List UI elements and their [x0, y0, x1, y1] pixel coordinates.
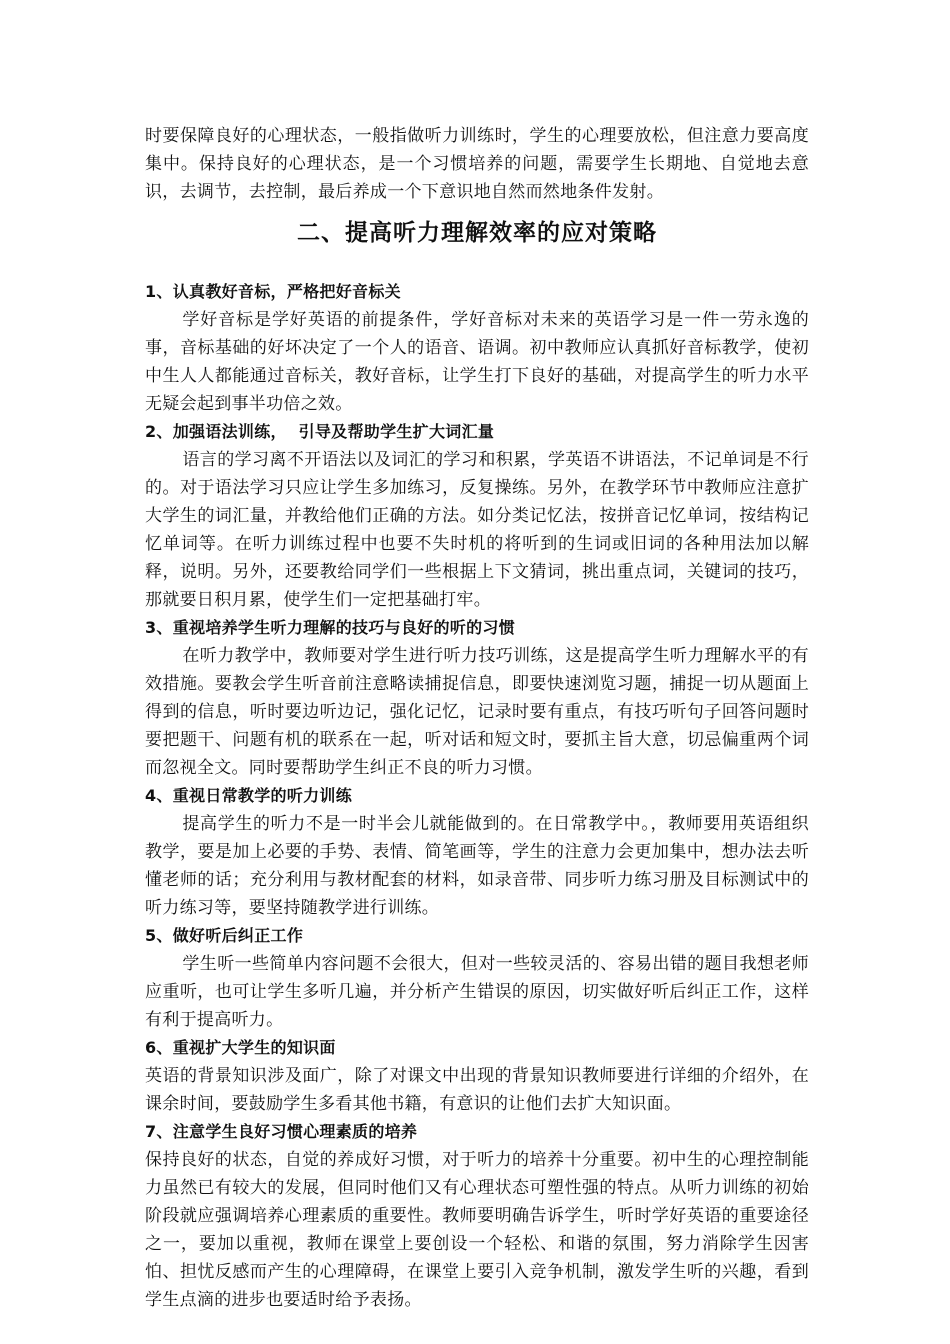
- section-heading: 3、重视培养学生听力理解的技巧与良好的听的习惯: [145, 618, 516, 637]
- section-body: 在听力教学中，教师要对学生进行听力技巧训练，这是提高学生听力理解水平的有效措施。要教会学生听音前注意略读捕捉信息，即要快速浏览习题，捕捉一切从题面上得到的信息，听时要边听边记，强化记忆，记录时要有重点，有技巧听句子回答问题时要把题干、问题有机的联系在一起，听对话和短文时，要抓主旨大意，切忌偏重两个词而忽视全文。同时要帮助学生纠正不良的听力习惯。: [145, 646, 809, 778]
- strategy-section-3: [145, 614, 809, 782]
- section-heading: 1、认真教好音标，严格把好音标关: [145, 282, 401, 301]
- strategy-section-7: [145, 1118, 809, 1314]
- section-heading: 4、重视日常教学的听力训练: [145, 786, 353, 805]
- section-title: 二、提高听力理解效率的应对策略: [297, 220, 657, 246]
- section-body: 保持良好的状态，自觉的养成好习惯，对于听力的培养十分重要。初中生的心理控制能力虽然已有较大的发展，但同时他们又有心理状态可塑性强的特点。从听力训练的初始阶段就应强调培养心理素质的重要性。教师要明确告诉学生，听时学好英语的重要途径之一，要加以重视，教师在课堂上要创设一个轻松、和谐的氛围，努力消除学生因害怕、担忧反感而产生的心理障碍，在课堂上要引入竞争机制，激发学生听的兴趣，看到学生点滴的进步也要适时给予表扬。: [145, 1150, 809, 1310]
- section-body: 提高学生的听力不是一时半会儿就能做到的。在日常教学中。，教师要用英语组织教学，要是加上必要的手势、表情、简笔画等，学生的注意力会更加集中，想办法去听懂老师的话；充分利用与教材配套的材料，如录音带、同步听力练习册及目标测试中的听力练习等，要坚持随教学进行训练。: [145, 814, 809, 918]
- section-body: 英语的背景知识涉及面广，除了对课文中出现的背景知识教师要进行详细的介绍外，在课余时间，要鼓励学生多看其他书籍，有意识的让他们去扩大知识面。: [145, 1066, 809, 1114]
- section-heading: 6、重视扩大学生的知识面: [145, 1038, 336, 1057]
- section-heading: 5、做好听后纠正工作: [145, 926, 304, 945]
- strategy-section-2: [145, 418, 809, 614]
- strategy-section-1: [145, 278, 809, 418]
- section-heading: 7、注意学生良好习惯心理素质的培养: [145, 1122, 418, 1141]
- document-page: [145, 122, 809, 1314]
- strategy-section-5: [145, 922, 809, 1034]
- section-body: 语言的学习离不开语法以及词汇的学习和积累，学英语不讲语法，不记单词是不行的。对于语法学习只应让学生多加练习，反复操练。另外，在教学环节中教师应注意扩大学生的词汇量，并教给他们正确的方法。如分类记忆法，按拼音记忆单词，按结构记忆单词等。在听力训练过程中也要不失时机的将听到的生词或旧词的各种用法加以解释，说明。另外，还要教给同学们一些根据上下文猜词，挑出重点词，关键词的技巧，那就要日积月累，使学生们一定把基础打牢。: [145, 450, 809, 610]
- section-body: 学好音标是学好英语的前提条件，学好音标对未来的英语学习是一件一劳永逸的事，音标基础的好坏决定了一个人的语音、语调。初中教师应认真抓好音标教学，使初中生人人都能通过音标关，教好音标，让学生打下良好的基础，对提高学生的听力水平无疑会起到事半功倍之效。: [145, 310, 809, 414]
- intro-paragraph: 时要保障良好的心理状态，一般指做听力训练时，学生的心理要放松，但注意力要高度集中。保持良好的心理状态，是一个习惯培养的问题，需要学生长期地、自觉地去意识，去调节，去控制，最后养成一个下意识地自然而然地条件发射。: [145, 126, 809, 202]
- section-heading: 2、加强语法训练， 引导及帮助学生扩大词汇量: [145, 422, 495, 441]
- strategy-section-6: [145, 1034, 809, 1118]
- section-body: 学生听一些简单内容问题不会很大，但对一些较灵活的、容易出错的题目我想老师应重听，也可让学生多听几遍，并分析产生错误的原因，切实做好听后纠正工作，这样有利于提高听力。: [145, 954, 809, 1030]
- strategy-section-4: [145, 782, 809, 922]
